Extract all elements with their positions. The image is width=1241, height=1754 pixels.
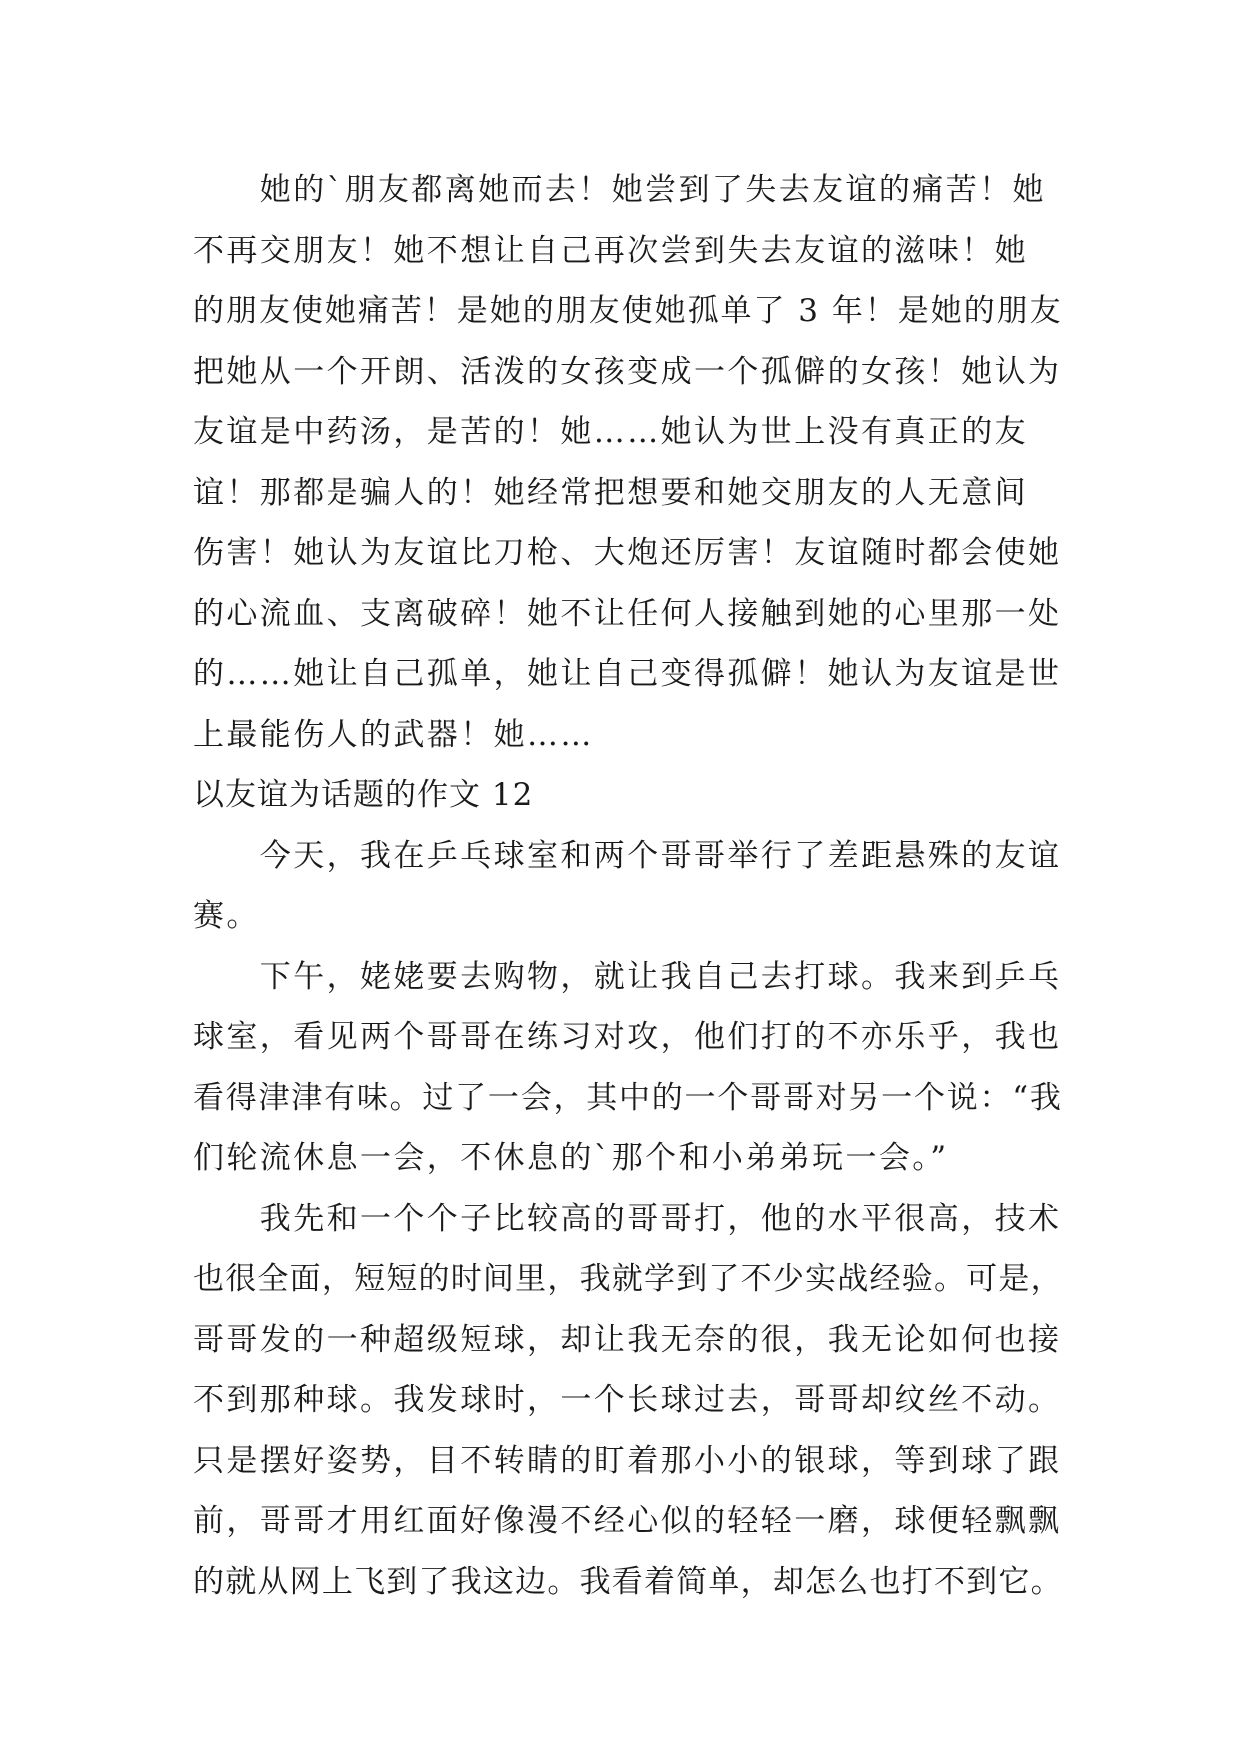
essay-body <box>193 160 1063 1612</box>
paragraph-line: 前，哥哥才用红面好像漫不经心似的轻轻一磨，球便轻飘飘 <box>193 1503 1062 1539</box>
paragraph-line: 不到那种球。我发球时，一个长球过去，哥哥却纹丝不动。 <box>193 1382 1062 1418</box>
paragraph-line: 只是摆好姿势，目不转睛的盯着那小小的银球，等到球了跟 <box>193 1442 1062 1479</box>
paragraph-line: 的就从网上飞到了我这边。我看着简单，却怎么也打不到它。 <box>193 1563 1063 1600</box>
paragraph-line: 把她从一个开朗、活泼的女孩变成一个孤僻的女孩！她认为 <box>193 353 1062 390</box>
paragraph-line: 伤害！她认为友谊比刀枪、大炮还厉害！友谊随时都会使她 <box>193 535 1062 571</box>
paragraph-line: 她的`朋友都离她而去！她尝到了失去友谊的痛苦！她 <box>193 172 1046 208</box>
paragraph-line: 我先和一个个子比较高的哥哥打，他的水平很高，技术 <box>193 1200 1062 1237</box>
paragraph-line: 谊！那都是骗人的！她经常把想要和她交朋友的人无意间 <box>193 474 1028 511</box>
essay-title: 以友谊为话题的作文 12 <box>193 777 534 813</box>
paragraph-line: 看得津津有味。过了一会，其中的一个哥哥对另一个说：“我 <box>193 1079 1063 1116</box>
paragraph-line: 友谊是中药汤，是苦的！她……她认为世上没有真正的友 <box>193 414 1028 450</box>
paragraph-line: 也很全面，短短的时间里，我就学到了不少实战经验。可是， <box>193 1261 1063 1297</box>
paragraph-line: 的……她让自己孤单，她让自己变得孤僻！她认为友谊是世 <box>193 656 1062 692</box>
paragraph-line: 上最能伤人的武器！她…… <box>193 716 594 753</box>
paragraph-line: 的朋友使她痛苦！是她的朋友使她孤单了 3 年！是她的朋友 <box>193 293 1063 329</box>
paragraph-line: 今天，我在乒乓球室和两个哥哥举行了差距悬殊的友谊 <box>193 837 1062 874</box>
paragraph-line: 哥哥发的一种超级短球，却让我无奈的很，我无论如何也接 <box>193 1321 1062 1358</box>
paragraph-line: 球室，看见两个哥哥在练习对攻，他们打的不亦乐乎，我也 <box>193 1019 1062 1055</box>
paragraph-line: 们轮流休息一会，不休息的`那个和小弟弟玩一会。” <box>193 1140 949 1176</box>
paragraph-line: 不再交朋友！她不想让自己再次尝到失去友谊的滋味！她 <box>193 232 1028 269</box>
paragraph-line: 赛。 <box>193 898 260 934</box>
paragraph-line: 下午，姥姥要去购物，就让我自己去打球。我来到乒乓 <box>193 958 1062 995</box>
paragraph-line: 的心流血、支离破碎！她不让任何人接触到她的心里那一处 <box>193 595 1062 632</box>
